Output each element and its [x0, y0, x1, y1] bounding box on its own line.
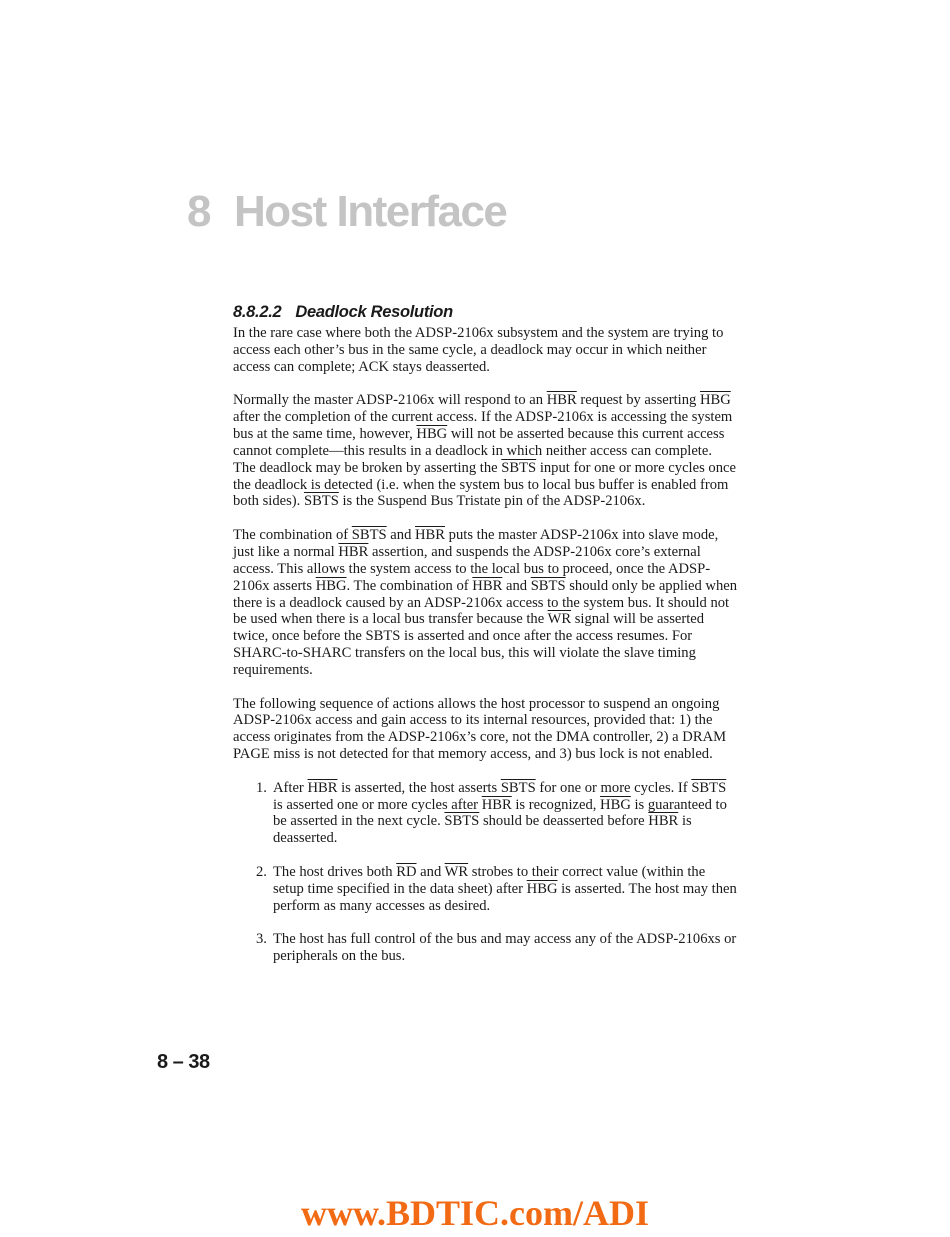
- chapter-title: Host Interface: [233, 187, 507, 236]
- body-text: [233, 325, 738, 982]
- text-run: and: [416, 864, 445, 880]
- watermark-link[interactable]: www.BDTIC.com/ADI: [300, 1193, 649, 1233]
- text-run: puts the master ADSP-2106x into slave mode, just like a normal: [233, 527, 719, 560]
- signal-name: $\overline{HBG}$: [416, 426, 448, 443]
- text-run: The host has full control of the bus and may access any of the ADSP-2106xs or peripherals on the bus.: [273, 931, 737, 965]
- text-run: should only be applied when there is a deadlock caused by an ADSP-2106x access to the system bus. It should not be used when there is a local bus transfer because the: [233, 577, 738, 628]
- text-run: is deasserted.: [273, 813, 692, 847]
- signal-name: $\overline{HBR}$: [307, 779, 338, 796]
- paragraph-1: In the rare case where both the ADSP-2106x subsystem and the system are trying to access each other’s bus in the same cycle, a deadlock may occur in which neither access can complete; ACK stays deasserted.: [233, 325, 724, 375]
- signal-name: $\overline{HBG}$: [526, 880, 558, 897]
- signal-name: SBTS: [530, 577, 566, 594]
- text-run: is guaranteed to be asserted in the next cycle.: [273, 796, 727, 830]
- signal-name: $\overline{RD}$: [396, 864, 417, 880]
- signal-name: SBTS: [501, 459, 537, 476]
- text-run: after the completion of the current access. If the ADSP-2106x is accessing the system bus at the same time, however,: [233, 409, 733, 443]
- text-run: will not be asserted because this current access cannot complete—this results in a deadlock in which neither access can complete. The deadlock may be broken by asserting the: [233, 426, 725, 476]
- list-item: [233, 864, 738, 915]
- signal-name: $\overline{HBR}$: [415, 527, 446, 544]
- paragraph-3: [233, 527, 738, 679]
- text-run: The combination of: [233, 527, 352, 544]
- signal-name: $\overline{HBR}$: [481, 796, 512, 813]
- text-run: is asserted one or more cycles after: [273, 796, 482, 813]
- signal-name: $\overline{HBG}$: [699, 392, 731, 409]
- signal-name: SBTS: [691, 779, 727, 796]
- text-run: The host drives both: [273, 864, 397, 880]
- text-run: for one or more cycles. If: [535, 779, 692, 796]
- signal-name: SBTS: [500, 779, 536, 796]
- list-item-number: 3.: [256, 931, 267, 948]
- text-run: signal will be asserted twice, once before the SBTS is asserted and once after the access resumes. For SHARC-to-SHARC transfers on the local bus, this will violate the slave timing requirements.: [233, 611, 705, 678]
- signal-name: SBTS: [351, 527, 387, 544]
- paragraph-2: [233, 392, 738, 510]
- text-run: After: [273, 779, 308, 796]
- paragraph-4: The following sequence of actions allows the host processor to suspend an ongoing ADSP-2106x access and gain access to its internal resources, provided that: 1) the access originates from the ADSP-2106x’s core, not the DMA controller, 2) a DRAM PAGE miss is not detected for that memory access, and 3) bus lock is not enabled.: [233, 695, 727, 763]
- text-run: should be deasserted before: [479, 813, 649, 830]
- signal-name: $\overline{WR}$: [547, 611, 572, 628]
- section-heading: [233, 303, 453, 322]
- text-run: and: [386, 527, 416, 544]
- section-number: 8.8.2.2: [233, 303, 282, 321]
- list-item: [233, 780, 738, 847]
- section-title: Deadlock Resolution: [295, 303, 453, 321]
- text-run: Normally the master ADSP-2106x will respond to an: [233, 392, 547, 409]
- chapter-number: 8: [187, 187, 210, 236]
- list-item-number: 2.: [256, 864, 267, 880]
- text-run: strobes to their correct value (within the setup time specified in the data sheet) after: [273, 864, 706, 897]
- signal-name: $\overline{HBG}$: [600, 796, 631, 813]
- signal-name: SBTS: [444, 813, 480, 830]
- signal-name: $\overline{HBR}$: [338, 543, 369, 560]
- text-run: request by asserting: [576, 392, 700, 409]
- list-item: [233, 931, 738, 965]
- list-item-number: 1.: [256, 779, 267, 796]
- signal-name: $\overline{HBR}$: [472, 577, 503, 594]
- text-run: and: [502, 577, 531, 594]
- page-number: 8 – 38: [157, 1051, 210, 1073]
- steps-list: [233, 780, 738, 965]
- text-run: assertion, and suspends the ADSP-2106x core’s external access. This allows the system access to the local bus to proceed, once the ADSP-2106x asserts: [233, 543, 711, 594]
- text-run: is asserted. The host may then perform as many accesses as desired.: [273, 880, 737, 914]
- chapter-header: [187, 186, 506, 238]
- signal-name: $\overline{HBR}$: [648, 813, 679, 830]
- signal-name: $\overline{HBG}$: [315, 577, 347, 594]
- signal-name: SBTS: [303, 493, 339, 510]
- text-run: is recognized,: [511, 796, 601, 813]
- signal-name: $\overline{HBR}$: [546, 392, 577, 409]
- text-run: is asserted, the host asserts: [337, 779, 501, 796]
- text-run: is the Suspend Bus Tristate pin of the ADSP-2106x.: [338, 493, 646, 510]
- signal-name: $\overline{WR}$: [444, 864, 469, 880]
- text-run: . The combination of: [346, 577, 473, 594]
- text-run: input for one or more cycles once the deadlock is detected (i.e. when the system bus to local bus buffer is enabled from both sides).: [233, 459, 736, 510]
